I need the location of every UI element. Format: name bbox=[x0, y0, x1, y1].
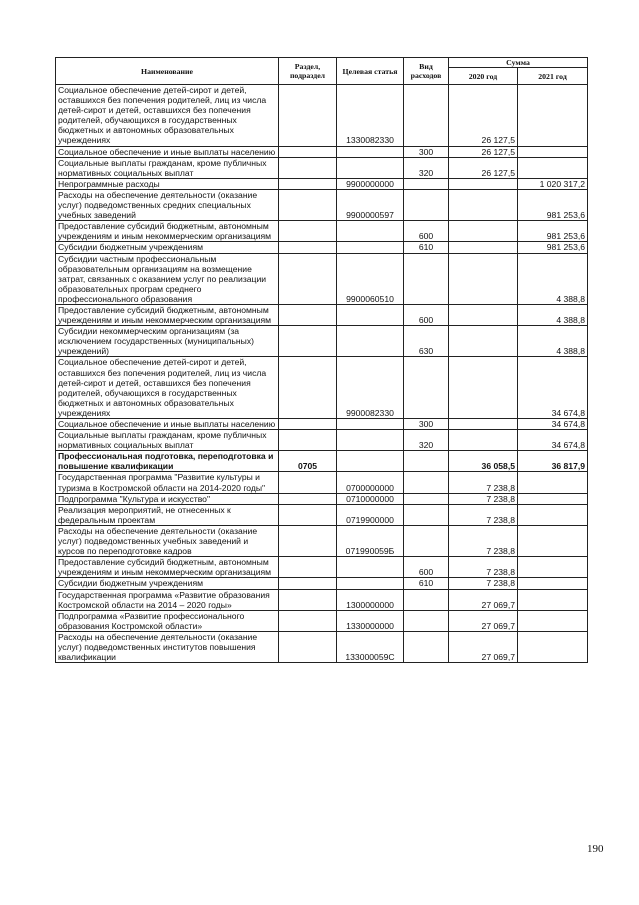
cell-target bbox=[337, 578, 404, 589]
cell-expense: 600 bbox=[404, 304, 449, 325]
cell-section bbox=[279, 610, 337, 631]
cell-sum-2021 bbox=[518, 157, 588, 178]
cell-name: Государственная программа «Развитие образования Костромской области на 2014 – 2020 годы» bbox=[56, 589, 279, 610]
cell-expense: 610 bbox=[404, 242, 449, 253]
cell-expense bbox=[404, 589, 449, 610]
cell-name: Социальное обеспечение детей-сирот и детей, оставшихся без попечения родителей, лиц из числа детей-сирот и детей, оставшихся без попечения родителей, обучающихся в государственных бюджетных и автономных образовательных учреждениях bbox=[56, 85, 279, 147]
cell-sum-2020: 7 238,8 bbox=[449, 557, 518, 578]
cell-sum-2021: 4 388,8 bbox=[518, 304, 588, 325]
cell-sum-2021: 34 674,8 bbox=[518, 430, 588, 451]
header-expense: Вид расходов bbox=[404, 58, 449, 85]
cell-target: 0700000000 bbox=[337, 472, 404, 493]
table-row bbox=[56, 631, 588, 662]
table-row bbox=[56, 189, 588, 220]
cell-section bbox=[279, 242, 337, 253]
cell-sum-2020: 7 238,8 bbox=[449, 525, 518, 556]
cell-sum-2021: 4 388,8 bbox=[518, 253, 588, 304]
cell-sum-2021 bbox=[518, 146, 588, 157]
cell-section bbox=[279, 472, 337, 493]
cell-sum-2020: 36 058,5 bbox=[449, 451, 518, 472]
cell-expense: 300 bbox=[404, 419, 449, 430]
cell-section bbox=[279, 631, 337, 662]
cell-sum-2020: 26 127,5 bbox=[449, 146, 518, 157]
cell-expense bbox=[404, 85, 449, 147]
cell-name: Субсидии некоммерческим организациям (за исключением государственных (муниципальных) учреждений) bbox=[56, 326, 279, 357]
table-row bbox=[56, 253, 588, 304]
table-row bbox=[56, 578, 588, 589]
cell-expense bbox=[404, 493, 449, 504]
cell-sum-2021: 4 388,8 bbox=[518, 326, 588, 357]
cell-sum-2021: 981 253,6 bbox=[518, 189, 588, 220]
cell-sum-2020 bbox=[449, 189, 518, 220]
cell-expense: 320 bbox=[404, 157, 449, 178]
cell-sum-2021 bbox=[518, 493, 588, 504]
cell-sum-2020: 27 069,7 bbox=[449, 589, 518, 610]
cell-sum-2020: 7 238,8 bbox=[449, 472, 518, 493]
cell-section bbox=[279, 419, 337, 430]
cell-expense bbox=[404, 504, 449, 525]
cell-name: Расходы на обеспечение деятельности (оказание услуг) подведомственных средних специальных учебных заведений bbox=[56, 189, 279, 220]
cell-target bbox=[337, 242, 404, 253]
cell-name: Непрограммные расходы bbox=[56, 178, 279, 189]
cell-sum-2020: 7 238,8 bbox=[449, 504, 518, 525]
cell-name: Расходы на обеспечение деятельности (оказание услуг) подведомственных институтов повышения квалификации bbox=[56, 631, 279, 662]
cell-section bbox=[279, 189, 337, 220]
cell-sum-2021 bbox=[518, 85, 588, 147]
cell-name: Социальное обеспечение и иные выплаты населению bbox=[56, 419, 279, 430]
cell-expense: 600 bbox=[404, 221, 449, 242]
table-body bbox=[56, 85, 588, 663]
cell-section bbox=[279, 589, 337, 610]
header-sum: Сумма bbox=[449, 58, 588, 68]
cell-name: Предоставление субсидий бюджетным, автономным учреждениям и иным некоммерческим организациям bbox=[56, 304, 279, 325]
cell-sum-2021 bbox=[518, 557, 588, 578]
cell-expense: 630 bbox=[404, 326, 449, 357]
cell-section bbox=[279, 326, 337, 357]
table-row bbox=[56, 242, 588, 253]
cell-section bbox=[279, 557, 337, 578]
cell-target bbox=[337, 451, 404, 472]
cell-target bbox=[337, 221, 404, 242]
cell-section bbox=[279, 221, 337, 242]
cell-section bbox=[279, 504, 337, 525]
cell-expense bbox=[404, 451, 449, 472]
table-row bbox=[56, 157, 588, 178]
table-row bbox=[56, 146, 588, 157]
cell-sum-2020 bbox=[449, 430, 518, 451]
cell-section bbox=[279, 357, 337, 419]
cell-target: 9900000000 bbox=[337, 178, 404, 189]
cell-expense: 300 bbox=[404, 146, 449, 157]
table-row bbox=[56, 326, 588, 357]
table-row bbox=[56, 430, 588, 451]
cell-section bbox=[279, 430, 337, 451]
table-row bbox=[56, 525, 588, 556]
cell-sum-2021: 1 020 317,2 bbox=[518, 178, 588, 189]
table-row bbox=[56, 85, 588, 147]
header-target: Целевая статья bbox=[337, 58, 404, 85]
cell-name: Предоставление субсидий бюджетным, автономным учреждениям и иным некоммерческим организациям bbox=[56, 221, 279, 242]
cell-sum-2021 bbox=[518, 504, 588, 525]
cell-sum-2021: 34 674,8 bbox=[518, 357, 588, 419]
cell-target bbox=[337, 304, 404, 325]
cell-expense bbox=[404, 631, 449, 662]
cell-sum-2020 bbox=[449, 326, 518, 357]
cell-section bbox=[279, 304, 337, 325]
cell-expense: 320 bbox=[404, 430, 449, 451]
table-row bbox=[56, 178, 588, 189]
table-row bbox=[56, 221, 588, 242]
cell-target bbox=[337, 557, 404, 578]
cell-sum-2020 bbox=[449, 242, 518, 253]
cell-sum-2020 bbox=[449, 253, 518, 304]
cell-name: Социальное обеспечение детей-сирот и детей, оставшихся без попечения родителей, лиц из числа детей-сирот и детей, оставшихся без попечения родителей, обучающихся в государственных бюджетных и автономных образовательных учреждениях bbox=[56, 357, 279, 419]
cell-section bbox=[279, 525, 337, 556]
cell-name: Предоставление субсидий бюджетным, автономным учреждениям и иным некоммерческим организациям bbox=[56, 557, 279, 578]
table-row bbox=[56, 557, 588, 578]
cell-target: 1300000000 bbox=[337, 589, 404, 610]
table-row bbox=[56, 419, 588, 430]
table-row bbox=[56, 472, 588, 493]
cell-expense: 610 bbox=[404, 578, 449, 589]
cell-target: 133000059С bbox=[337, 631, 404, 662]
cell-sum-2020 bbox=[449, 221, 518, 242]
cell-name: Реализация мероприятий, не отнесенных к федеральным проектам bbox=[56, 504, 279, 525]
table-row bbox=[56, 504, 588, 525]
cell-name: Государственная программа "Развитие культуры и туризма в Костромской области на 2014-2020 годы" bbox=[56, 472, 279, 493]
cell-name: Расходы на обеспечение деятельности (оказание услуг) подведомственных учебных заведений и курсов по переподготовке кадров bbox=[56, 525, 279, 556]
cell-name: Социальные выплаты гражданам, кроме публичных нормативных социальных выплат bbox=[56, 157, 279, 178]
table-header bbox=[56, 58, 588, 85]
page-number: 190 bbox=[587, 843, 604, 855]
cell-sum-2020: 7 238,8 bbox=[449, 578, 518, 589]
cell-section bbox=[279, 146, 337, 157]
header-section: Раздел, подраздел bbox=[279, 58, 337, 85]
cell-name: Подпрограмма "Культура и искусство" bbox=[56, 493, 279, 504]
cell-sum-2021 bbox=[518, 589, 588, 610]
header-2021: 2021 год bbox=[518, 68, 588, 85]
cell-sum-2021: 34 674,8 bbox=[518, 419, 588, 430]
header-2020: 2020 год bbox=[449, 68, 518, 85]
cell-name: Субсидии бюджетным учреждениям bbox=[56, 578, 279, 589]
cell-sum-2020 bbox=[449, 419, 518, 430]
cell-section bbox=[279, 493, 337, 504]
cell-sum-2021: 981 253,6 bbox=[518, 242, 588, 253]
cell-target bbox=[337, 146, 404, 157]
header-name: Наименование bbox=[56, 58, 279, 85]
cell-target: 071990059Б bbox=[337, 525, 404, 556]
cell-section: 0705 bbox=[279, 451, 337, 472]
cell-sum-2020: 27 069,7 bbox=[449, 631, 518, 662]
cell-section bbox=[279, 157, 337, 178]
cell-expense bbox=[404, 189, 449, 220]
table-row bbox=[56, 451, 588, 472]
cell-expense: 600 bbox=[404, 557, 449, 578]
cell-section bbox=[279, 253, 337, 304]
cell-sum-2020 bbox=[449, 304, 518, 325]
cell-target: 9900000597 bbox=[337, 189, 404, 220]
table-row bbox=[56, 357, 588, 419]
cell-target bbox=[337, 157, 404, 178]
cell-expense bbox=[404, 357, 449, 419]
cell-name: Профессиональная подготовка, переподготовка и повышение квалификации bbox=[56, 451, 279, 472]
cell-target: 0710000000 bbox=[337, 493, 404, 504]
cell-expense bbox=[404, 610, 449, 631]
cell-sum-2020: 27 069,7 bbox=[449, 610, 518, 631]
cell-sum-2020: 26 127,5 bbox=[449, 85, 518, 147]
table-row bbox=[56, 304, 588, 325]
cell-expense bbox=[404, 178, 449, 189]
cell-target bbox=[337, 326, 404, 357]
cell-target: 0719900000 bbox=[337, 504, 404, 525]
cell-sum-2021 bbox=[518, 525, 588, 556]
cell-sum-2020: 26 127,5 bbox=[449, 157, 518, 178]
table-row bbox=[56, 589, 588, 610]
cell-sum-2021 bbox=[518, 472, 588, 493]
cell-target: 1330000000 bbox=[337, 610, 404, 631]
cell-name: Социальное обеспечение и иные выплаты населению bbox=[56, 146, 279, 157]
cell-name: Субсидии бюджетным учреждениям bbox=[56, 242, 279, 253]
cell-target bbox=[337, 430, 404, 451]
cell-sum-2021: 36 817,9 bbox=[518, 451, 588, 472]
cell-section bbox=[279, 578, 337, 589]
cell-sum-2020 bbox=[449, 178, 518, 189]
cell-name: Подпрограмма «Развитие профессионального образования Костромской области» bbox=[56, 610, 279, 631]
table-row bbox=[56, 610, 588, 631]
cell-target: 9900082330 bbox=[337, 357, 404, 419]
cell-sum-2021 bbox=[518, 631, 588, 662]
cell-target: 1330082330 bbox=[337, 85, 404, 147]
budget-table bbox=[55, 57, 588, 663]
cell-target: 9900060510 bbox=[337, 253, 404, 304]
cell-sum-2020: 7 238,8 bbox=[449, 493, 518, 504]
cell-expense bbox=[404, 472, 449, 493]
table-row bbox=[56, 493, 588, 504]
cell-section bbox=[279, 85, 337, 147]
cell-section bbox=[279, 178, 337, 189]
cell-name: Социальные выплаты гражданам, кроме публичных нормативных социальных выплат bbox=[56, 430, 279, 451]
cell-expense bbox=[404, 253, 449, 304]
cell-name: Субсидии частным профессиональным образовательным организациям на возмещение затрат, связанных с оказанием услуг по реализации образовательных програм среднего профессионального образования bbox=[56, 253, 279, 304]
cell-sum-2021 bbox=[518, 578, 588, 589]
cell-sum-2021 bbox=[518, 610, 588, 631]
cell-target bbox=[337, 419, 404, 430]
cell-expense bbox=[404, 525, 449, 556]
cell-sum-2021: 981 253,6 bbox=[518, 221, 588, 242]
cell-sum-2020 bbox=[449, 357, 518, 419]
